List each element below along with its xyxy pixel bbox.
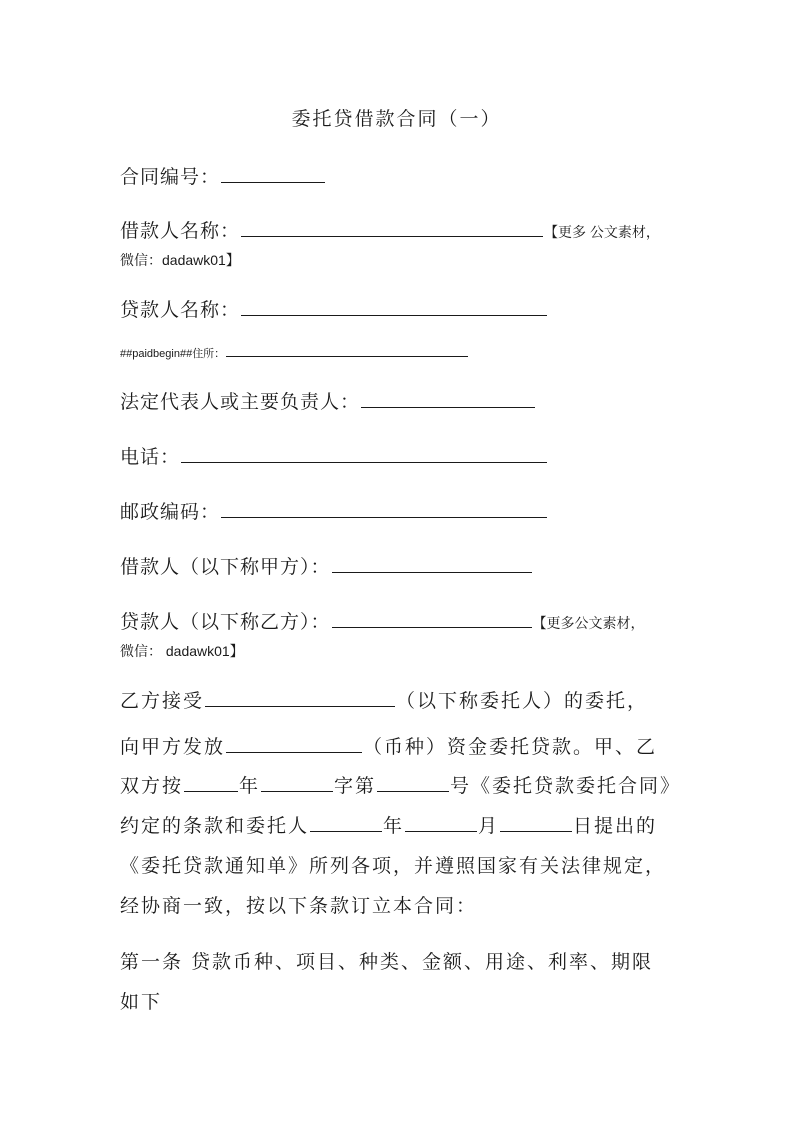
borrower-name-label: 借款人名称： [120,220,241,242]
promo-note-1b: 微信：dadawk01】 [120,252,240,268]
year-blank[interactable] [184,773,238,792]
word-blank[interactable] [261,773,333,792]
notice-year-blank[interactable] [310,813,382,832]
body-line-1 [120,686,648,713]
document-title: 委托贷借款合同（一） [291,108,502,130]
promo-note-2a: 【更多公文素材， [532,615,645,631]
party-b-label: 贷款人（以下称乙方）： [120,611,331,633]
party-b-line [120,607,645,634]
borrower-name-line [120,216,660,243]
party-a-line [120,552,533,579]
body-line-4 [120,811,657,838]
body-line-4-text-d: 日提出的 [573,815,658,837]
body-line-4-text-a: 约定的条款和委托人 [120,815,310,837]
contract-number-line [120,162,326,189]
article-1-continuation: 如下 [120,991,163,1013]
address-blank[interactable] [226,346,468,357]
body-line-4-text-c: 月 [478,815,500,837]
borrower-name-blank[interactable] [241,218,543,237]
party-a-blank[interactable] [332,554,532,573]
legal-rep-label: 法定代表人或主要负责人： [120,391,361,413]
lender-name-label: 贷款人名称： [120,299,241,321]
contract-number-blank[interactable] [221,164,325,183]
postcode-line [120,497,548,524]
party-a-label: 借款人（以下称甲方）： [120,556,331,578]
promo-note-2b: 微信： dadawk01】 [120,643,244,659]
body-line-1-text-a: 乙方接受 [120,690,205,712]
body-line-6: 经协商一致，按以下条款订立本合同： [120,895,478,917]
paid-marker: ##paidbegin## [120,348,193,360]
body-line-3-text-c: 字第 [334,775,377,797]
body-line-2 [120,732,657,759]
body-line-1-text-b: （以下称委托人）的委托， [396,690,649,712]
body-line-2-text-a: 向甲方发放 [120,736,226,758]
currency-blank[interactable] [226,734,362,753]
entrustor-blank[interactable] [205,688,395,707]
address-label: 住所： [192,348,226,360]
postcode-label: 邮政编码： [120,501,221,523]
notice-day-blank[interactable] [500,813,572,832]
address-line [120,345,469,361]
body-line-3-text-b: 年 [239,775,261,797]
lender-name-blank[interactable] [241,297,547,316]
body-line-3 [120,771,681,798]
phone-blank[interactable] [181,444,547,463]
body-line-3-text-d: 号《委托贷款委托合同》 [450,775,682,797]
phone-label: 电话： [120,446,181,468]
promo-note-1a: 【更多 公文素材， [544,224,660,240]
legal-rep-blank[interactable] [361,389,535,408]
body-line-2-text-b: （币种）资金委托贷款。甲、乙 [363,736,658,758]
body-line-3-text-a: 双方按 [120,775,184,797]
postcode-blank[interactable] [221,499,547,518]
contract-number-label: 合同编号： [120,166,221,188]
lender-name-line [120,295,548,322]
party-b-blank[interactable] [332,609,532,628]
number-blank[interactable] [377,773,449,792]
body-line-4-text-b: 年 [383,815,405,837]
body-line-5: 《委托贷款通知单》所列各项，并遵照国家有关法律规定， [120,855,667,877]
legal-rep-line [120,387,536,414]
notice-month-blank[interactable] [405,813,477,832]
article-1-heading: 第一条 贷款币种、项目、种类、金额、用途、利率、期限 [120,951,654,973]
phone-line [120,442,548,469]
